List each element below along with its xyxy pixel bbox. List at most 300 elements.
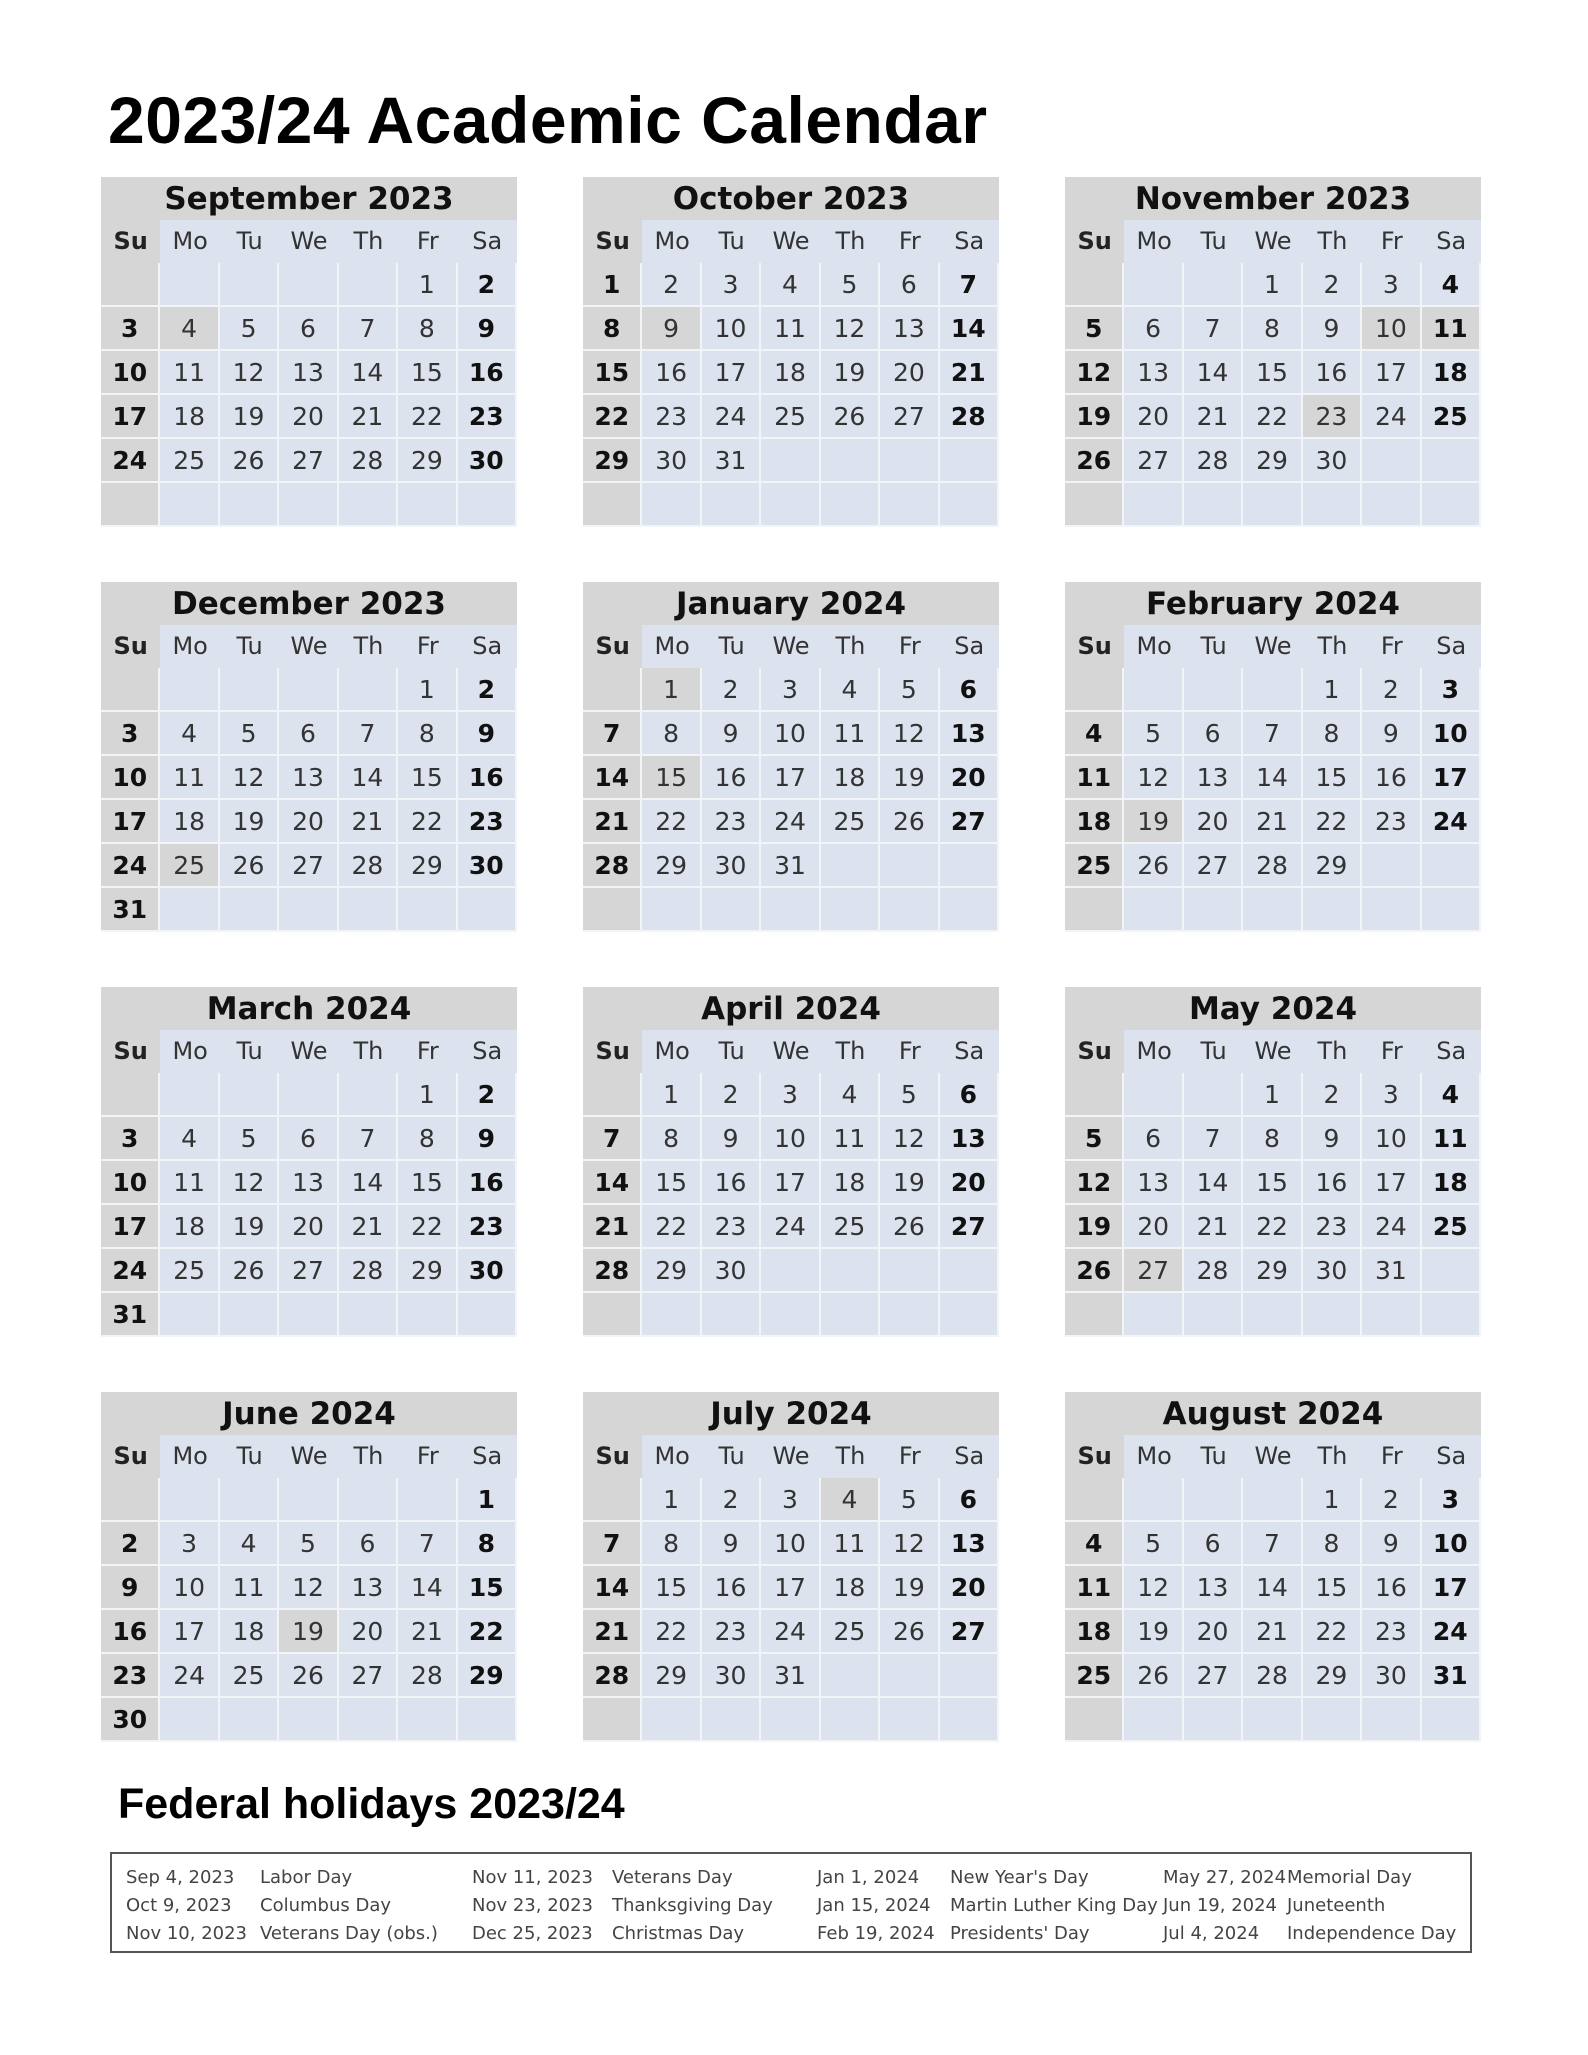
weekday-label: Tu bbox=[718, 1442, 745, 1470]
day-cell: 19 bbox=[1124, 1610, 1183, 1654]
holidays-column bbox=[817, 1864, 1158, 1948]
empty-day-cell bbox=[398, 1698, 457, 1742]
empty-day-cell bbox=[1362, 888, 1421, 932]
day-cell: 7 bbox=[1184, 1117, 1243, 1161]
day-cell: 1 bbox=[458, 1478, 517, 1522]
day-cell: 29 bbox=[1303, 844, 1362, 888]
day-cell: 6 bbox=[279, 1117, 338, 1161]
day-cell: 12 bbox=[880, 712, 939, 756]
weekday-label: Mo bbox=[654, 632, 690, 660]
holiday-day-cell: 27 bbox=[1124, 1249, 1183, 1293]
empty-day-cell bbox=[1303, 1698, 1362, 1742]
empty-day-cell bbox=[220, 483, 279, 527]
empty-day-cell bbox=[1422, 439, 1481, 483]
empty-day-cell bbox=[583, 888, 642, 932]
empty-day-cell bbox=[1065, 1073, 1124, 1117]
weekday-label: We bbox=[290, 227, 328, 255]
day-cell: 5 bbox=[1065, 307, 1124, 351]
day-cell: 19 bbox=[880, 756, 939, 800]
empty-day-cell bbox=[220, 1293, 279, 1337]
day-cell: 23 bbox=[101, 1654, 160, 1698]
day-cell: 3 bbox=[1422, 668, 1481, 712]
empty-day-cell bbox=[1303, 888, 1362, 932]
day-cell: 20 bbox=[940, 1566, 999, 1610]
day-cell: 25 bbox=[1422, 395, 1481, 439]
day-cell: 16 bbox=[458, 1161, 517, 1205]
holiday-date: Dec 25, 2023 bbox=[472, 1923, 593, 1944]
day-cell: 5 bbox=[279, 1522, 338, 1566]
day-cell: 3 bbox=[1422, 1478, 1481, 1522]
holiday-name: Labor Day bbox=[260, 1867, 353, 1888]
weekday-label: Su bbox=[101, 1435, 160, 1478]
weekday-label: Mo bbox=[1136, 1442, 1172, 1470]
day-cell: 21 bbox=[940, 351, 999, 395]
weekday-label: Su bbox=[583, 625, 642, 668]
weekday-label: Sa bbox=[472, 632, 503, 660]
day-cell: 9 bbox=[101, 1566, 160, 1610]
day-cell: 3 bbox=[761, 668, 820, 712]
day-cell: 8 bbox=[642, 1522, 701, 1566]
empty-day-cell bbox=[160, 888, 219, 932]
empty-day-cell bbox=[339, 668, 398, 712]
day-cell: 8 bbox=[1303, 1522, 1362, 1566]
day-cell: 29 bbox=[398, 844, 457, 888]
day-cell: 20 bbox=[1184, 1610, 1243, 1654]
day-cell: 28 bbox=[398, 1654, 457, 1698]
day-cell: 14 bbox=[339, 351, 398, 395]
holiday-day-cell: 19 bbox=[1124, 800, 1183, 844]
day-cell: 3 bbox=[160, 1522, 219, 1566]
day-cell: 6 bbox=[1124, 1117, 1183, 1161]
day-cell: 18 bbox=[1065, 800, 1124, 844]
day-cell: 8 bbox=[1243, 1117, 1302, 1161]
day-grid bbox=[1065, 1478, 1481, 1742]
day-cell: 15 bbox=[398, 1161, 457, 1205]
day-cell: 11 bbox=[761, 307, 820, 351]
day-cell: 20 bbox=[940, 1161, 999, 1205]
weekday-header bbox=[101, 1435, 517, 1478]
day-cell: 30 bbox=[101, 1698, 160, 1742]
day-cell: 27 bbox=[339, 1654, 398, 1698]
day-cell: 13 bbox=[940, 712, 999, 756]
month-block bbox=[583, 582, 999, 932]
empty-day-cell bbox=[1065, 263, 1124, 307]
months-grid bbox=[101, 177, 1481, 1747]
day-cell: 28 bbox=[339, 439, 398, 483]
weekday-label: We bbox=[1254, 632, 1292, 660]
empty-day-cell bbox=[940, 888, 999, 932]
empty-day-cell bbox=[761, 1698, 820, 1742]
day-cell: 17 bbox=[1422, 1566, 1481, 1610]
day-cell: 21 bbox=[1243, 1610, 1302, 1654]
weekday-label: Sa bbox=[954, 632, 985, 660]
holiday-date: Nov 10, 2023 bbox=[126, 1923, 248, 1944]
empty-day-cell bbox=[339, 888, 398, 932]
weekday-label: Fr bbox=[1380, 227, 1403, 255]
day-cell: 12 bbox=[220, 351, 279, 395]
day-cell: 6 bbox=[940, 1073, 999, 1117]
day-cell: 4 bbox=[1422, 263, 1481, 307]
empty-day-cell bbox=[160, 1698, 219, 1742]
day-cell: 4 bbox=[160, 712, 219, 756]
empty-day-cell bbox=[1184, 668, 1243, 712]
day-cell: 16 bbox=[458, 351, 517, 395]
day-cell: 12 bbox=[220, 756, 279, 800]
weekday-label: Tu bbox=[718, 1037, 745, 1065]
day-cell: 19 bbox=[1065, 1205, 1124, 1249]
day-cell: 15 bbox=[583, 351, 642, 395]
day-cell: 8 bbox=[642, 712, 701, 756]
holiday-date: Jan 1, 2024 bbox=[817, 1867, 920, 1888]
day-cell: 21 bbox=[339, 1205, 398, 1249]
weekday-label: Sa bbox=[954, 227, 985, 255]
day-cell: 21 bbox=[583, 1610, 642, 1654]
day-cell: 25 bbox=[1422, 1205, 1481, 1249]
empty-day-cell bbox=[761, 483, 820, 527]
day-cell: 30 bbox=[702, 1654, 761, 1698]
weekday-label: Fr bbox=[898, 1442, 921, 1470]
holiday-entry bbox=[1163, 1864, 1473, 1892]
weekday-header bbox=[583, 1435, 999, 1478]
weekday-label: Fr bbox=[1380, 1037, 1403, 1065]
day-cell: 10 bbox=[702, 307, 761, 351]
empty-day-cell bbox=[160, 263, 219, 307]
day-cell: 9 bbox=[1362, 712, 1421, 756]
empty-day-cell bbox=[160, 1073, 219, 1117]
day-cell: 20 bbox=[279, 1205, 338, 1249]
day-cell: 13 bbox=[1184, 756, 1243, 800]
day-cell: 23 bbox=[702, 1205, 761, 1249]
day-grid bbox=[101, 1073, 517, 1337]
day-cell: 26 bbox=[220, 439, 279, 483]
empty-day-cell bbox=[940, 439, 999, 483]
empty-day-cell bbox=[880, 844, 939, 888]
holiday-entry bbox=[1163, 1920, 1473, 1948]
day-cell: 17 bbox=[1422, 756, 1481, 800]
day-cell: 16 bbox=[1303, 1161, 1362, 1205]
day-cell: 11 bbox=[220, 1566, 279, 1610]
day-cell: 19 bbox=[880, 1566, 939, 1610]
holidays-table bbox=[110, 1852, 1472, 1953]
weekday-label: We bbox=[772, 227, 810, 255]
weekday-label: Tu bbox=[236, 1037, 263, 1065]
weekday-label: Sa bbox=[954, 1442, 985, 1470]
day-cell: 21 bbox=[339, 800, 398, 844]
day-cell: 24 bbox=[761, 1610, 820, 1654]
day-cell: 17 bbox=[1362, 351, 1421, 395]
weekday-label: Sa bbox=[1436, 227, 1467, 255]
weekday-label: Th bbox=[1317, 1442, 1348, 1470]
day-cell: 6 bbox=[1124, 307, 1183, 351]
day-cell: 23 bbox=[458, 800, 517, 844]
day-cell: 13 bbox=[339, 1566, 398, 1610]
weekday-label: Th bbox=[353, 632, 384, 660]
day-cell: 7 bbox=[339, 1117, 398, 1161]
weekday-label: Mo bbox=[654, 227, 690, 255]
day-cell: 1 bbox=[583, 263, 642, 307]
weekday-label: Mo bbox=[172, 1442, 208, 1470]
empty-day-cell bbox=[1362, 844, 1421, 888]
day-cell: 4 bbox=[1065, 1522, 1124, 1566]
day-cell: 17 bbox=[1362, 1161, 1421, 1205]
empty-day-cell bbox=[880, 1249, 939, 1293]
day-cell: 24 bbox=[101, 1249, 160, 1293]
empty-day-cell bbox=[339, 483, 398, 527]
day-cell: 8 bbox=[1303, 712, 1362, 756]
month-block bbox=[101, 177, 517, 527]
day-cell: 2 bbox=[642, 263, 701, 307]
day-cell: 25 bbox=[821, 1610, 880, 1654]
day-cell: 30 bbox=[1303, 439, 1362, 483]
day-cell: 27 bbox=[1124, 439, 1183, 483]
day-cell: 4 bbox=[1065, 712, 1124, 756]
month-block bbox=[583, 987, 999, 1337]
empty-day-cell bbox=[1422, 1249, 1481, 1293]
day-cell: 21 bbox=[583, 800, 642, 844]
day-cell: 30 bbox=[458, 439, 517, 483]
day-cell: 9 bbox=[1362, 1522, 1421, 1566]
holiday-name: Presidents' Day bbox=[950, 1923, 1090, 1944]
empty-day-cell bbox=[279, 483, 338, 527]
day-cell: 9 bbox=[702, 1522, 761, 1566]
day-cell: 11 bbox=[821, 1522, 880, 1566]
weekday-label: We bbox=[1254, 227, 1292, 255]
empty-day-cell bbox=[1243, 888, 1302, 932]
weekday-label: Fr bbox=[416, 227, 439, 255]
empty-day-cell bbox=[1422, 1293, 1481, 1337]
weekday-label: We bbox=[290, 1037, 328, 1065]
weekday-label: We bbox=[1254, 1037, 1292, 1065]
weekday-header bbox=[583, 625, 999, 668]
holiday-day-cell: 1 bbox=[642, 668, 701, 712]
day-cell: 25 bbox=[761, 395, 820, 439]
day-cell: 16 bbox=[1362, 1566, 1421, 1610]
day-cell: 16 bbox=[101, 1610, 160, 1654]
day-cell: 18 bbox=[160, 395, 219, 439]
day-cell: 20 bbox=[880, 351, 939, 395]
day-cell: 18 bbox=[220, 1610, 279, 1654]
day-cell: 29 bbox=[1243, 1249, 1302, 1293]
day-grid bbox=[1065, 263, 1481, 527]
weekday-label: Mo bbox=[1136, 1037, 1172, 1065]
empty-day-cell bbox=[1065, 1478, 1124, 1522]
day-cell: 4 bbox=[1422, 1073, 1481, 1117]
day-cell: 1 bbox=[642, 1478, 701, 1522]
day-cell: 24 bbox=[1362, 1205, 1421, 1249]
empty-day-cell bbox=[940, 1249, 999, 1293]
day-cell: 9 bbox=[458, 1117, 517, 1161]
day-cell: 28 bbox=[583, 1654, 642, 1698]
holiday-name: New Year's Day bbox=[950, 1867, 1089, 1888]
day-cell: 24 bbox=[761, 800, 820, 844]
empty-day-cell bbox=[220, 1073, 279, 1117]
weekday-header bbox=[583, 220, 999, 263]
day-cell: 3 bbox=[1362, 1073, 1421, 1117]
empty-day-cell bbox=[761, 1249, 820, 1293]
weekday-label: Su bbox=[1065, 1435, 1124, 1478]
day-cell: 31 bbox=[702, 439, 761, 483]
day-cell: 5 bbox=[220, 307, 279, 351]
day-cell: 27 bbox=[279, 1249, 338, 1293]
empty-day-cell bbox=[821, 888, 880, 932]
weekday-label: Su bbox=[101, 220, 160, 263]
day-cell: 3 bbox=[101, 307, 160, 351]
day-cell: 4 bbox=[821, 668, 880, 712]
empty-day-cell bbox=[702, 1293, 761, 1337]
day-cell: 10 bbox=[1362, 1117, 1421, 1161]
day-cell: 9 bbox=[1303, 1117, 1362, 1161]
day-cell: 1 bbox=[1303, 668, 1362, 712]
day-cell: 13 bbox=[940, 1117, 999, 1161]
day-cell: 4 bbox=[220, 1522, 279, 1566]
weekday-label: Su bbox=[1065, 220, 1124, 263]
empty-day-cell bbox=[101, 1073, 160, 1117]
day-cell: 11 bbox=[1422, 1117, 1481, 1161]
empty-day-cell bbox=[821, 1293, 880, 1337]
empty-day-cell bbox=[1065, 1698, 1124, 1742]
day-cell: 26 bbox=[220, 1249, 279, 1293]
empty-day-cell bbox=[880, 439, 939, 483]
holiday-entry bbox=[126, 1864, 436, 1892]
day-cell: 5 bbox=[821, 263, 880, 307]
weekday-label: Fr bbox=[898, 227, 921, 255]
day-cell: 18 bbox=[821, 1566, 880, 1610]
day-cell: 6 bbox=[940, 1478, 999, 1522]
day-cell: 31 bbox=[1362, 1249, 1421, 1293]
month-title: December 2023 bbox=[101, 582, 517, 625]
empty-day-cell bbox=[583, 1073, 642, 1117]
day-cell: 11 bbox=[821, 1117, 880, 1161]
month-title: May 2024 bbox=[1065, 987, 1481, 1030]
day-cell: 7 bbox=[1243, 712, 1302, 756]
day-cell: 28 bbox=[1184, 1249, 1243, 1293]
empty-day-cell bbox=[642, 888, 701, 932]
weekday-label: Th bbox=[1317, 632, 1348, 660]
holiday-name: Memorial Day bbox=[1287, 1867, 1412, 1888]
empty-day-cell bbox=[339, 1478, 398, 1522]
day-cell: 26 bbox=[220, 844, 279, 888]
day-cell: 14 bbox=[1184, 1161, 1243, 1205]
weekday-label: Sa bbox=[472, 1442, 503, 1470]
empty-day-cell bbox=[940, 1698, 999, 1742]
day-cell: 15 bbox=[398, 351, 457, 395]
empty-day-cell bbox=[279, 1073, 338, 1117]
day-cell: 19 bbox=[880, 1161, 939, 1205]
day-cell: 27 bbox=[279, 844, 338, 888]
day-cell: 25 bbox=[821, 1205, 880, 1249]
weekday-label: Fr bbox=[416, 1442, 439, 1470]
day-cell: 21 bbox=[1184, 1205, 1243, 1249]
day-cell: 21 bbox=[398, 1610, 457, 1654]
day-cell: 28 bbox=[1243, 844, 1302, 888]
day-cell: 31 bbox=[761, 1654, 820, 1698]
empty-day-cell bbox=[160, 1478, 219, 1522]
day-cell: 30 bbox=[702, 1249, 761, 1293]
empty-day-cell bbox=[940, 1293, 999, 1337]
day-cell: 23 bbox=[1362, 800, 1421, 844]
day-cell: 2 bbox=[702, 1478, 761, 1522]
empty-day-cell bbox=[160, 483, 219, 527]
weekday-label: We bbox=[772, 632, 810, 660]
day-cell: 30 bbox=[702, 844, 761, 888]
day-cell: 26 bbox=[1124, 844, 1183, 888]
weekday-label: Tu bbox=[1200, 632, 1227, 660]
day-cell: 18 bbox=[1422, 351, 1481, 395]
empty-day-cell bbox=[583, 1478, 642, 1522]
empty-day-cell bbox=[1362, 439, 1421, 483]
day-cell: 2 bbox=[1362, 668, 1421, 712]
day-cell: 9 bbox=[1303, 307, 1362, 351]
day-cell: 19 bbox=[220, 800, 279, 844]
weekday-label: We bbox=[772, 1037, 810, 1065]
holiday-date: Jun 19, 2024 bbox=[1163, 1895, 1278, 1916]
day-cell: 20 bbox=[279, 800, 338, 844]
day-cell: 22 bbox=[642, 800, 701, 844]
holiday-entry bbox=[472, 1864, 782, 1892]
empty-day-cell bbox=[940, 1654, 999, 1698]
day-cell: 1 bbox=[1303, 1478, 1362, 1522]
day-cell: 10 bbox=[1422, 1522, 1481, 1566]
day-cell: 29 bbox=[583, 439, 642, 483]
month-title: March 2024 bbox=[101, 987, 517, 1030]
empty-day-cell bbox=[339, 1073, 398, 1117]
weekday-header bbox=[1065, 625, 1481, 668]
empty-day-cell bbox=[101, 483, 160, 527]
day-cell: 21 bbox=[1184, 395, 1243, 439]
day-cell: 8 bbox=[458, 1522, 517, 1566]
day-cell: 22 bbox=[458, 1610, 517, 1654]
day-cell: 15 bbox=[1243, 351, 1302, 395]
weekday-label: We bbox=[772, 1442, 810, 1470]
empty-day-cell bbox=[940, 844, 999, 888]
day-cell: 9 bbox=[702, 1117, 761, 1161]
day-cell: 20 bbox=[339, 1610, 398, 1654]
empty-day-cell bbox=[821, 1698, 880, 1742]
weekday-label: Th bbox=[835, 227, 866, 255]
holiday-entry bbox=[817, 1920, 1127, 1948]
weekday-label: Su bbox=[1065, 625, 1124, 668]
empty-day-cell bbox=[1184, 1698, 1243, 1742]
day-cell: 14 bbox=[1243, 756, 1302, 800]
empty-day-cell bbox=[1422, 483, 1481, 527]
weekday-label: Fr bbox=[898, 1037, 921, 1065]
weekday-label: Sa bbox=[1436, 1442, 1467, 1470]
day-cell: 17 bbox=[101, 1205, 160, 1249]
holiday-day-cell: 15 bbox=[642, 756, 701, 800]
empty-day-cell bbox=[880, 1654, 939, 1698]
day-cell: 26 bbox=[880, 1610, 939, 1654]
day-cell: 10 bbox=[761, 712, 820, 756]
day-grid bbox=[583, 1073, 999, 1337]
day-cell: 8 bbox=[398, 1117, 457, 1161]
day-cell: 21 bbox=[1243, 800, 1302, 844]
weekday-label: Mo bbox=[1136, 227, 1172, 255]
empty-day-cell bbox=[583, 483, 642, 527]
day-cell: 26 bbox=[1065, 1249, 1124, 1293]
day-cell: 24 bbox=[761, 1205, 820, 1249]
day-cell: 6 bbox=[1184, 1522, 1243, 1566]
weekday-label: Th bbox=[1317, 1037, 1348, 1065]
empty-day-cell bbox=[1362, 1293, 1421, 1337]
weekday-label: Sa bbox=[954, 1037, 985, 1065]
weekday-label: Su bbox=[101, 625, 160, 668]
holiday-name: Martin Luther King Day bbox=[950, 1895, 1158, 1916]
day-cell: 6 bbox=[279, 307, 338, 351]
day-cell: 5 bbox=[880, 668, 939, 712]
empty-day-cell bbox=[1422, 1698, 1481, 1742]
day-cell: 12 bbox=[1065, 351, 1124, 395]
day-cell: 28 bbox=[1184, 439, 1243, 483]
